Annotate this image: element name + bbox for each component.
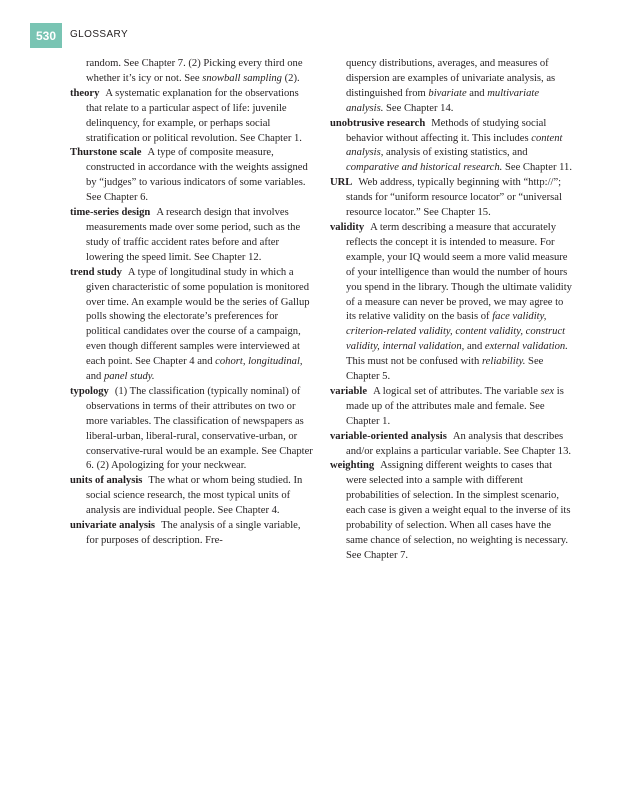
glossary-term: univariate analysis (70, 520, 156, 532)
glossary-definition-text: Methods of studying social behavior without affecting it. This includes (346, 117, 547, 144)
glossary-cross-reference: face validity, criterion-related validity, content validity, construct validity, internal validation, (346, 311, 566, 353)
glossary-definition-text: and (86, 371, 104, 383)
glossary-entry-continuation (70, 57, 314, 87)
glossary-cross-reference: comparative and historical research. (346, 162, 503, 174)
glossary-term: units of analysis (70, 475, 143, 487)
glossary-entry-thurstone-scale (70, 146, 314, 206)
glossary-definition-text: The analysis of a single variable, for purposes of description. Fre- (86, 520, 301, 546)
glossary-term: trend study (70, 266, 122, 278)
glossary-column-right (330, 57, 574, 564)
glossary-term: variable-oriented analysis (330, 430, 447, 442)
glossary-definition-text: A research design that involves measurements made over some period, such as the study of traffic accident rates before and after lowering the speed limit. See Chapter 12. (86, 207, 301, 263)
glossary-definition-text: The what or whom being studied. In social science research, the most typical units of analysis are individual people. See Chapter 4. (86, 475, 303, 517)
glossary-term: typology (70, 385, 109, 397)
glossary-entry-univariate-analysis (70, 519, 314, 549)
glossary-definition-text: A logical set of attributes. The variable (373, 385, 541, 397)
glossary-definition-text: See Chapter 14. (383, 102, 454, 114)
glossary-cross-reference: panel study. (103, 371, 155, 383)
glossary-entry-variable-oriented-analysis (330, 430, 574, 460)
glossary-definition-text: A type of composite measure, constructed in accordance with the weights assigned by “judges” to various indicators of some variables. See Chapter 6. (86, 147, 308, 204)
glossary-term: weighting (330, 460, 375, 472)
glossary-cross-reference: sex (540, 385, 555, 397)
glossary-term: unobtrusive research (330, 117, 426, 129)
page-number: 530 (30, 23, 62, 48)
glossary-entry-unobtrusive-research (330, 117, 574, 177)
glossary-entry-theory (70, 87, 314, 147)
glossary-definition-text: A type of longitudinal study in which a given characteristic of some population is monitored over time. An example would be the series of Gallup polls showing the electorate’s preferences for political candidates over the course of a campaign, even though different samples were interviewed at each point. See Chapter 4 and (86, 266, 310, 368)
glossary-cross-reference: reliability. (481, 356, 526, 368)
glossary-cross-reference: content analysis, (346, 132, 563, 159)
running-head: GLOSSARY (70, 29, 129, 40)
glossary-definition-text: (1) The classification (typically nominal) of observations in terms of their attributes on two or more variables. The classification of newspapers as liberal-urban, liberal-rural, conservative-urban, or conservative-rural would be an example. See Chapter 6. (2) Apologizing for your neckwear. (86, 385, 313, 472)
glossary-entry-time-series-design (70, 206, 314, 266)
glossary-definition-text: See Chapter 11. (502, 162, 572, 174)
glossary-entry-typology (70, 385, 314, 474)
glossary-definition-text: and (466, 87, 488, 99)
glossary-term: Thurstone scale (70, 147, 142, 159)
glossary-column-left (70, 57, 314, 549)
glossary-cross-reference: cohort, longitudinal, (215, 356, 303, 368)
glossary-definition-text: and (464, 341, 485, 353)
glossary-definition-text: is made up of the attributes male and female. See Chapter 1. (346, 385, 564, 427)
glossary-definition-text: This must not be confused with (346, 356, 482, 368)
glossary-entry-weighting (330, 459, 574, 563)
glossary-definition-text: Assigning different weights to cases that were selected into a sample with different probabilities of selection. In the simplest scenario, each case is given a weight equal to the inverse of its probability of selection. When all cases have the same chance of selection, no weighting is necessary. See Chapter 7. (346, 460, 571, 561)
glossary-term: URL (330, 177, 353, 189)
glossary-definition-text: quency distributions, averages, and measures of dispersion are examples of univariate analysis, as distinguished from (346, 58, 556, 99)
glossary-definition-text: random. See Chapter 7. (2) Picking every third one whether it’s icy or not. See (86, 58, 303, 84)
glossary-entry-trend-study (70, 266, 314, 385)
glossary-definition-text: (2). (281, 72, 300, 84)
glossary-definition-text: analysis of existing statistics, and (383, 147, 528, 159)
glossary-term: validity (330, 221, 365, 233)
glossary-definition-text: See Chapter 5. (346, 356, 544, 383)
glossary-definition-text: An analysis that describes and/or explains a particular variable. See Chapter 13. (346, 430, 572, 457)
glossary-cross-reference: external validation. (484, 341, 568, 353)
glossary-term: time-series design (70, 207, 151, 219)
glossary-entry-url (330, 176, 574, 221)
glossary-cross-reference: multivariate analysis. (346, 87, 540, 114)
glossary-entry-validity (330, 221, 574, 385)
glossary-term: theory (70, 87, 100, 99)
glossary-definition-text: A term describing a measure that accurately reflects the concept it is intended to measure. For example, your IQ would seem a more valid measure of your intelligence than would the number of hours you spend in the library. Though the ultimate validity of a measure can never be proved, we may agree to its relative validity on the basis of (346, 221, 572, 323)
glossary-definition-text: A systematic explanation for the observations that relate to a particular aspect of life: juvenile delinquency, for example, or perhaps social stratification or political revolution. See Chapter 1. (86, 87, 302, 144)
glossary-cross-reference: bivariate (428, 87, 467, 99)
glossary-term: variable (330, 385, 368, 397)
glossary-cross-reference: snowball sampling (202, 72, 282, 84)
glossary-entry-units-of-analysis (70, 474, 314, 519)
glossary-definition-text: Web address, typically beginning with “http://”; stands for “uniform resource locator” or “universal resource locator.” See Chapter 15. (346, 177, 562, 219)
glossary-entry-continuation (330, 57, 574, 117)
glossary-entry-variable (330, 385, 574, 430)
